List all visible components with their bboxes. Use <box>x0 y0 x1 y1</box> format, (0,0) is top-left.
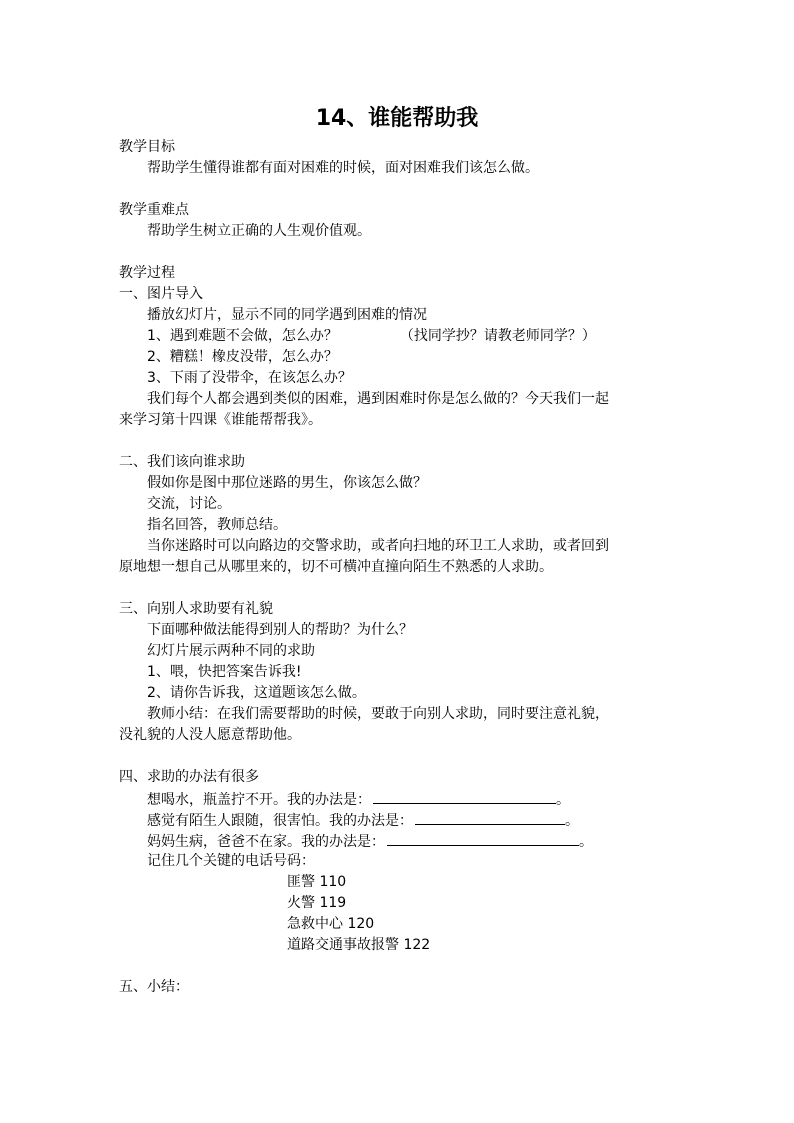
phones-intro: 记住几个关键的电话号码： <box>147 853 315 869</box>
section-3-para-4: 2、请你告诉我，这道题该怎么做。 <box>147 685 366 701</box>
spacer <box>119 578 689 599</box>
section-3-para-2: 幻灯片展示两种不同的求助 <box>147 643 315 659</box>
section-3-summary-line-2: 没礼貌的人没人愿意帮助他。 <box>119 727 301 743</box>
spacer <box>119 242 689 263</box>
fill-in-2 <box>119 809 689 830</box>
spacer <box>119 179 689 200</box>
spacer <box>119 431 689 452</box>
fill-in-3 <box>119 830 689 851</box>
section-2-para-2: 交流，讨论。 <box>147 496 231 512</box>
question-1-text: 1、遇到难题不会做，怎么办？ <box>147 328 338 344</box>
fill-in-2-end: 。 <box>565 813 579 829</box>
phone-number-ambulance: 急救中心 120 <box>287 916 375 932</box>
section-3-para-3: 1、喂，快把答案告诉我! <box>147 664 302 680</box>
section-3-summary-line-1: 教师小结：在我们需要帮助的时候，要敢于向别人求助，同时要注意礼貌， <box>147 706 609 722</box>
fill-in-2-label: 感觉有陌生人跟随，很害怕。我的办法是： <box>147 813 413 829</box>
section-1-question-2: 2、糟糕！橡皮没带，怎么办？ <box>147 349 338 365</box>
section-1-lead-line-1: 我们每个人都会遇到类似的困难，遇到困难时你是怎么做的？今天我们一起 <box>147 391 609 407</box>
section-5-heading: 五、小结： <box>119 979 189 995</box>
question-1-note: （找同学抄？请教老师同学？） <box>399 328 596 344</box>
section-4-heading: 四、求助的办法有很多 <box>119 769 259 785</box>
phone-number-police: 匪警 110 <box>287 874 347 890</box>
key-points-text: 帮助学生树立正确的人生观价值观。 <box>147 223 371 239</box>
section-3-para-1: 下面哪种做法能得到别人的帮助？为什么？ <box>147 622 413 638</box>
section-1-intro: 播放幻灯片，显示不同的同学遇到困难的情况 <box>147 307 427 323</box>
goal-heading: 教学目标 <box>119 139 175 155</box>
section-2-para-4-line-2: 原地想一想自己从哪里来的，切不可横冲直撞向陌生不熟悉的人求助。 <box>119 559 553 575</box>
spacer <box>119 956 689 977</box>
spacer <box>119 746 689 767</box>
section-2-heading: 二、我们该向谁求助 <box>119 454 245 470</box>
fill-in-blank-1[interactable] <box>373 788 556 804</box>
page-title: 14、谁能帮助我 <box>315 106 479 131</box>
fill-in-1 <box>119 788 689 809</box>
process-heading: 教学过程 <box>119 265 175 281</box>
fill-in-3-label: 妈妈生病，爸爸不在家。我的办法是： <box>147 834 385 850</box>
section-2-para-3: 指名回答，教师总结。 <box>147 517 287 533</box>
section-3-heading: 三、向别人求助要有礼貌 <box>119 601 273 617</box>
fill-in-blank-3[interactable] <box>387 830 579 846</box>
fill-in-3-end: 。 <box>579 834 593 850</box>
section-1-question-1 <box>119 326 689 347</box>
section-1-lead-line-2: 来学习第十四课《谁能帮帮我》。 <box>119 412 322 428</box>
section-2-para-4-line-1: 当你迷路时可以向路边的交警求助，或者向扫地的环卫工人求助，或者回到 <box>147 538 609 554</box>
goal-text: 帮助学生懂得谁都有面对困难的时候，面对困难我们该怎么做。 <box>147 160 539 176</box>
phone-number-traffic: 道路交通事故报警 122 <box>287 937 431 953</box>
fill-in-blank-2[interactable] <box>415 809 565 825</box>
section-1-heading: 一、图片导入 <box>119 286 203 302</box>
phone-number-fire: 火警 119 <box>287 895 347 911</box>
key-points-heading: 教学重难点 <box>119 202 189 218</box>
fill-in-1-label: 想喝水，瓶盖拧不开。我的办法是： <box>147 792 371 808</box>
section-2-para-1: 假如你是图中那位迷路的男生，你该怎么做？ <box>147 475 427 491</box>
fill-in-1-end: 。 <box>556 792 570 808</box>
document-body <box>119 137 689 998</box>
section-1-question-3: 3、下雨了没带伞，在该怎么办？ <box>147 370 352 386</box>
